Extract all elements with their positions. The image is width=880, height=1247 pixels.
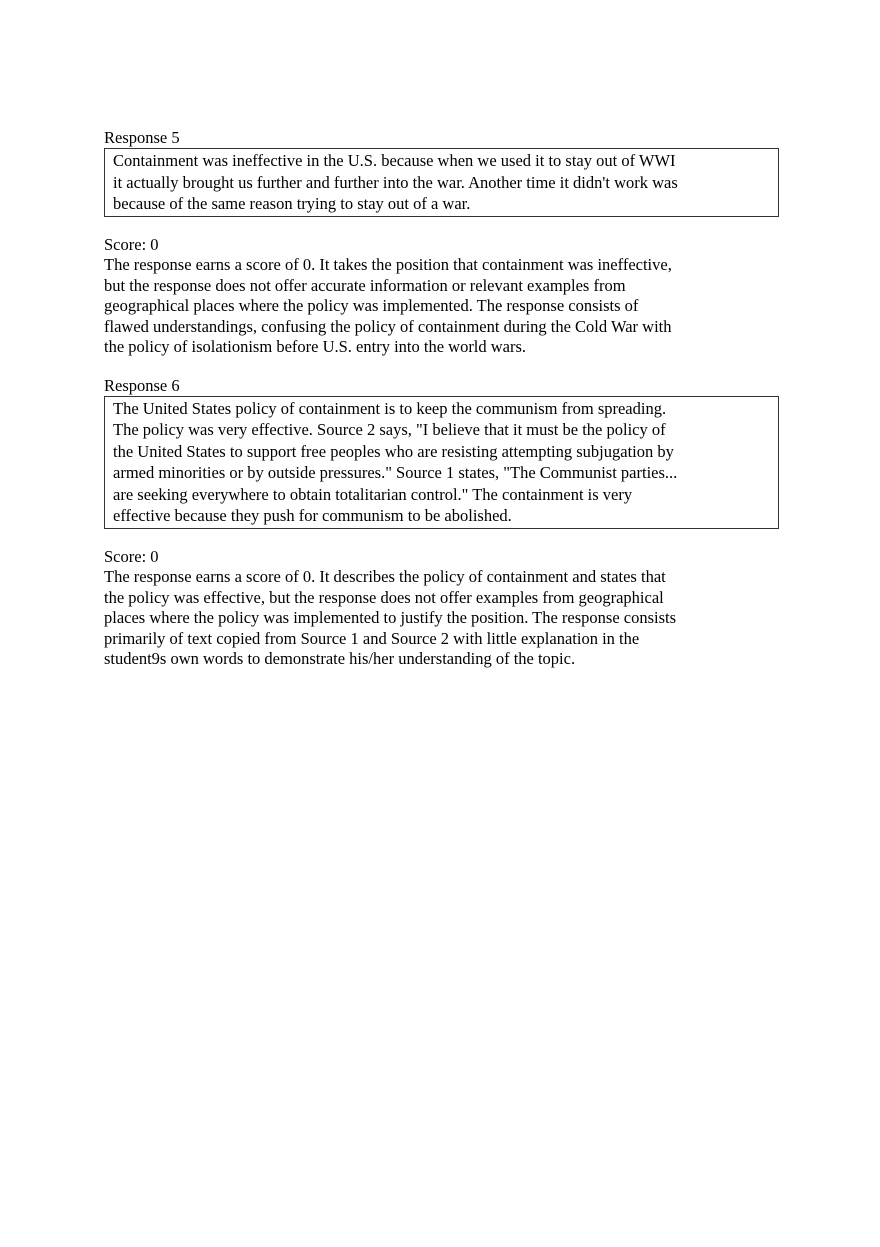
response-text-line: it actually brought us further and further into the war. Another time it didn't work was — [113, 172, 678, 192]
score-label: Score: 0 — [104, 546, 159, 566]
student-response-box — [104, 148, 779, 217]
response-section — [104, 376, 779, 670]
document-body — [104, 128, 779, 688]
score-commentary — [104, 255, 779, 358]
response-text-line: armed minorities or by outside pressures." Source 1 states, "The Communist parties... — [113, 463, 678, 482]
response-text-line: effective because they push for communism to be abolished. — [113, 506, 512, 525]
student-response-box — [104, 396, 779, 529]
commentary-line: The response earns a score of 0. It takes the position that containment was ineffective, — [104, 255, 672, 274]
response-label: Response 5 — [104, 128, 180, 147]
response-text-line: because of the same reason trying to stay out of a war. — [113, 194, 471, 213]
response-text-line: The United States policy of containment is to keep the communism from spreading. — [113, 398, 667, 418]
commentary-line: places where the policy was implemented to justify the position. The response consists — [104, 608, 677, 627]
commentary-line: The response earns a score of 0. It describes the policy of containment and states that — [104, 567, 666, 586]
response-text-line: The policy was very effective. Source 2 says, "I believe that it must be the policy of — [113, 420, 666, 439]
response-text-line: Containment was ineffective in the U.S. because when we used it to stay out of WWI — [113, 151, 676, 170]
response-label: Response 6 — [104, 375, 180, 395]
score-commentary — [104, 567, 779, 670]
response-text-line: are seeking everywhere to obtain totalitarian control." The containment is very — [113, 484, 633, 504]
commentary-line: but the response does not offer accurate information or relevant examples from — [104, 275, 626, 295]
commentary-line: flawed understandings, confusing the policy of containment during the Cold War with — [104, 316, 672, 336]
response-text-line: the United States to support free peoples who are resisting attempting subjugation by — [113, 441, 674, 461]
commentary-line: student9s own words to demonstrate his/her understanding of the topic. — [104, 649, 576, 668]
commentary-line: the policy of isolationism before U.S. entry into the world wars. — [104, 337, 527, 356]
commentary-line: primarily of text copied from Source 1 and Source 2 with little explanation in the — [104, 628, 640, 648]
commentary-line: geographical places where the policy was implemented. The response consists of — [104, 296, 639, 315]
score-label: Score: 0 — [104, 234, 159, 254]
commentary-line: the policy was effective, but the response does not offer examples from geographical — [104, 587, 664, 607]
response-section — [104, 128, 779, 358]
